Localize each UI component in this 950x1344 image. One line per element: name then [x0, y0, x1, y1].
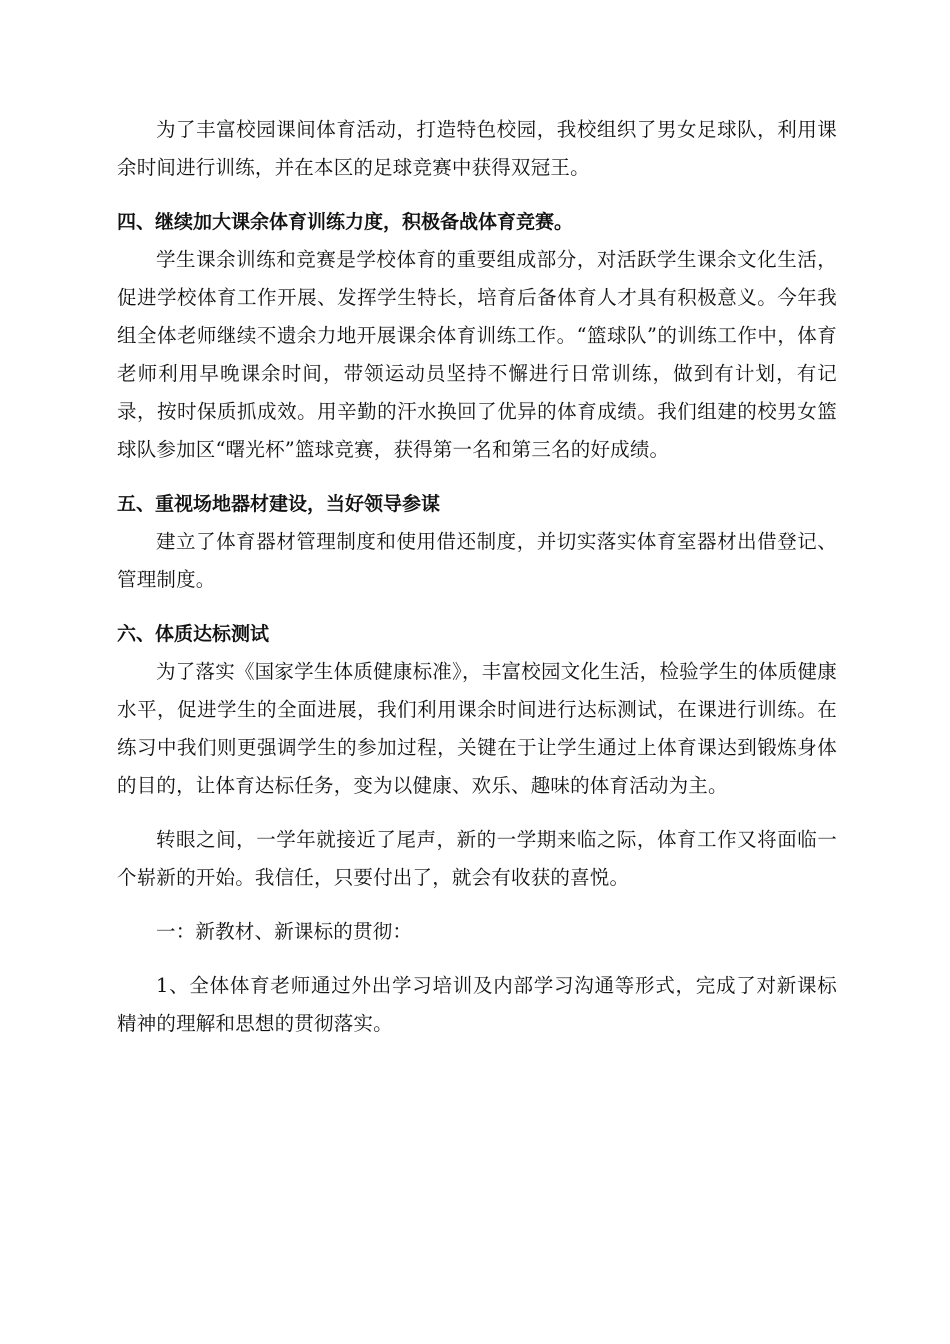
paragraph-item-1-1: 1、全体体育老师通过外出学习培训及内部学习沟通等形式，完成了对新课标精神的理解和思想的贯彻落实。 [117, 974, 837, 1035]
section-heading-4: 四、继续加大课余体育训练力度，积极备战体育竞赛。 [117, 211, 574, 233]
paragraph-item-1-title: 一：新教材、新课标的贯彻： [156, 920, 413, 943]
section-heading-5: 五、重视场地器材建设，当好领导参谋 [117, 493, 441, 515]
document-body [117, 111, 837, 1043]
paragraph-fitness-testing: 为了落实《国家学生体质健康标准》，丰富校园文化生活，检验学生的体质健康水平，促进学生的全面进展，我们利用课余时间进行达标测试，在课进行训练。在练习中我们则更强调学生的参加过程，关键在于让学生通过上体育课达到锻炼身体的目的，让体育达标任务，变为以健康、欢乐、趣味的体育活动为主。 [117, 660, 837, 797]
section-heading-6: 六、体质达标测试 [117, 623, 270, 645]
paragraph-equipment-management: 建立了体育器材管理制度和使用借还制度，并切实落实体育室器材出借登记、管理制度。 [117, 530, 837, 591]
paragraph-football-team: 为了丰富校园课间体育活动，打造特色校园，我校组织了男女足球队，利用课余时间进行训练，并在本区的足球竞赛中获得双冠王。 [117, 118, 837, 179]
paragraph-year-outlook: 转眼之间，一学年就接近了尾声，新的一学期来临之际，体育工作又将面临一个崭新的开始。我信任，只要付出了，就会有收获的喜悦。 [117, 828, 837, 889]
paragraph-extracurricular-training: 学生课余训练和竞赛是学校体育的重要组成部分，对活跃学生课余文化生活，促进学校体育工作开展、发挥学生特长，培育后备体育人才具有积极意义。今年我组全体老师继续不遗余力地开展课余体育训练工作。“篮球队”的训练工作中，体育老师利用早晚课余时间，带领运动员坚持不懈进行日常训练，做到有计划，有记录，按时保质抓成效。用辛勤的汗水换回了优异的体育成绩。我们组建的校男女篮球队参加区“曙光杯”篮球竞赛，获得第一名和第三名的好成绩。 [117, 248, 837, 461]
